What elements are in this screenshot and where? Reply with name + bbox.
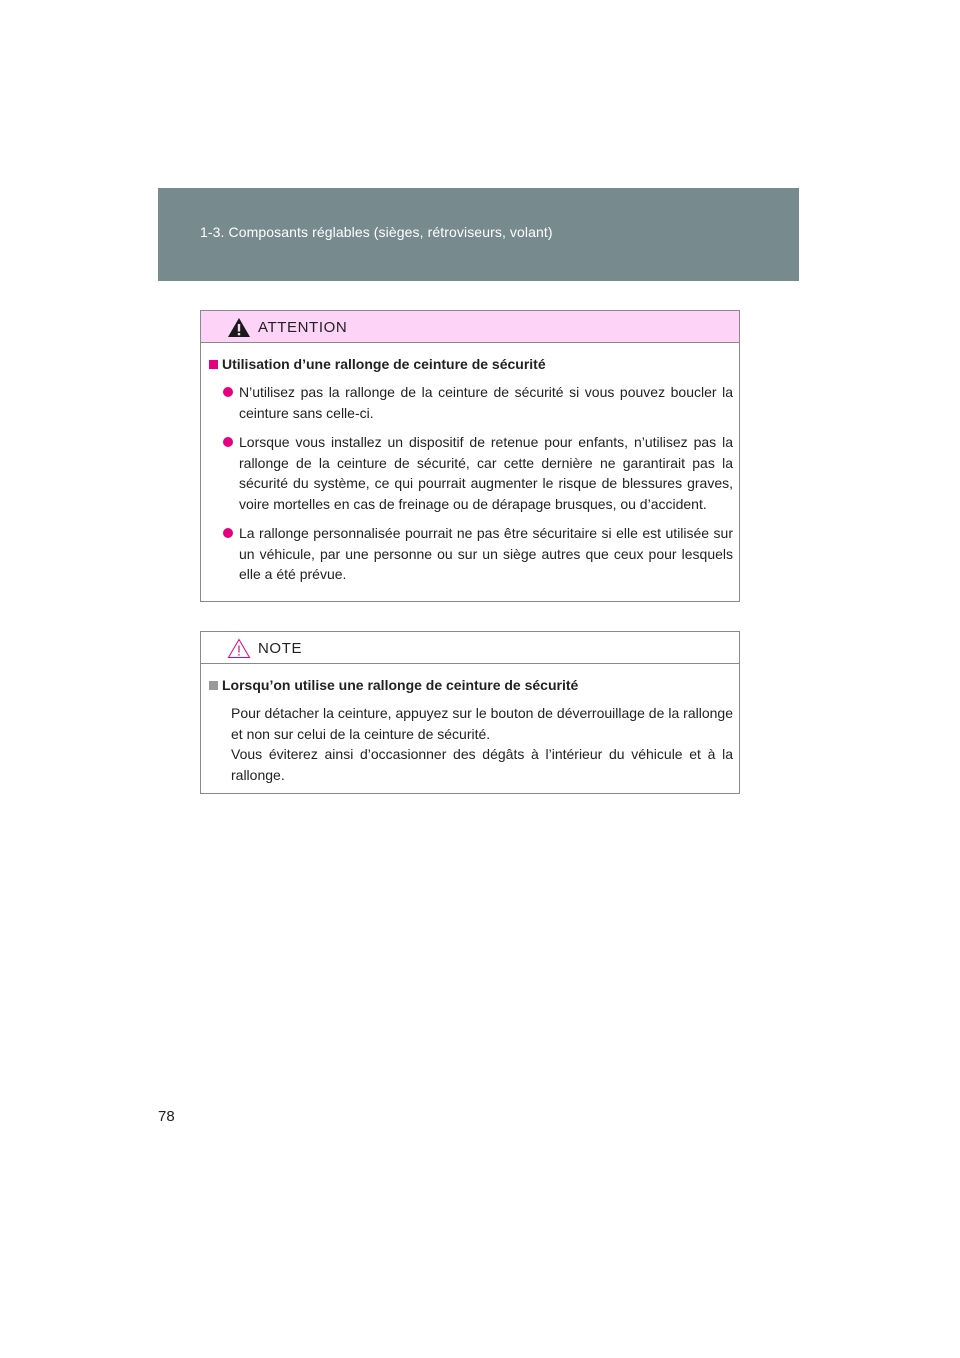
circle-bullet-icon — [223, 387, 233, 397]
attention-body — [201, 343, 739, 585]
attention-header — [201, 311, 739, 343]
warning-triangle-filled-icon — [227, 317, 251, 338]
circle-bullet-icon — [223, 437, 233, 447]
note-body — [201, 664, 739, 785]
note-box — [200, 631, 740, 794]
warning-triangle-outline-icon — [227, 638, 251, 659]
note-label: NOTE — [258, 640, 303, 657]
bullet-text: La rallonge personnalisée pourrait ne pas être sécuritaire si elle est utilisée sur un véhicule, par une personne ou sur un siège autres que ceux pour lesquels elle a été prévue. — [239, 525, 733, 582]
bullet-text: Lorsque vous installez un dispositif de retenue pour enfants, n’utilisez pas la rallonge de la ceinture de sécurité, car cette dernière ne garantirait pas la sécurité du système, ce qui pourrait augmenter le risque de blessures graves, voire mortelles en cas de freinage ou de dérapage brusques, ou d’accident. — [239, 434, 733, 512]
section-title: 1-3. Composants réglables (sièges, rétroviseurs, volant) — [200, 224, 553, 240]
note-paragraph: Pour détacher la ceinture, appuyez sur le bouton de déverrouillage de la rallonge et non sur celui de la ceinture de sécurité. — [231, 705, 733, 742]
list-item — [209, 432, 733, 514]
section-header-band — [158, 188, 799, 281]
page-number: 78 — [158, 1108, 175, 1125]
bullet-text: N’utilisez pas la rallonge de la ceinture de sécurité si vous pouvez boucler la ceinture sans celle-ci. — [239, 384, 733, 421]
attention-box — [200, 310, 740, 602]
list-item — [209, 523, 733, 585]
note-section-title: Lorsqu’on utilise une rallonge de ceinture de sécurité — [222, 677, 579, 693]
note-header — [201, 632, 739, 664]
attention-section-heading — [209, 354, 733, 374]
square-bullet-icon — [209, 360, 218, 369]
circle-bullet-icon — [223, 528, 233, 538]
list-item — [209, 382, 733, 423]
note-section-heading — [209, 675, 733, 695]
attention-section-title: Utilisation d’une rallonge de ceinture de sécurité — [222, 356, 546, 372]
note-paragraph: Vous éviterez ainsi d’occasionner des dégâts à l’intérieur du véhicule et à la rallonge. — [231, 746, 733, 783]
square-bullet-icon — [209, 681, 218, 690]
attention-label: ATTENTION — [258, 319, 348, 336]
